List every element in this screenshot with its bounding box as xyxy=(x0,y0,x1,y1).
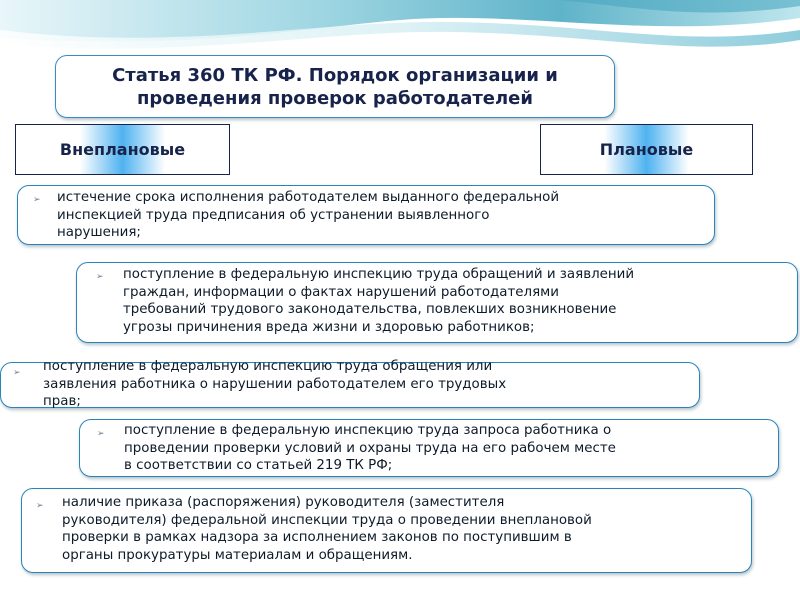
page-title: Статья 360 ТК РФ. Порядок организации и проведения проверок работодателей xyxy=(112,64,558,109)
list-item-text: поступление в федеральную инспекцию труда обращений и заявлений граждан, информации о фактах нарушений работодателями требований трудового законодательства, повлекших возникновение угрозы причинения вреда жизни и здоровью работников; xyxy=(123,267,635,335)
title-box xyxy=(55,55,615,118)
list-item-text: истечение срока исполнения работодателем выданного федеральной инспекцией труда предписания об устранении выявленного нарушения; xyxy=(57,190,560,240)
list-item xyxy=(0,359,700,409)
bullet-arrow-icon: ➢ xyxy=(96,272,104,282)
list-item xyxy=(17,185,715,245)
bullet-arrow-icon: ➢ xyxy=(13,368,21,378)
list-item xyxy=(79,419,779,477)
planned-label: Плановые xyxy=(599,140,694,159)
list-item-text: наличие приказа (распоряжения) руководителя (заместителя руководителя) федеральной инспекции труда о проведении внеплановой проверки в рамках надзора за исполнением законов по поступившим в органы прокуратуры материалам и обращениям. xyxy=(62,495,592,563)
bullet-arrow-icon: ➢ xyxy=(36,501,44,511)
unplanned-label: Внеплановые xyxy=(59,140,186,159)
list-item-text: поступление в федеральную инспекцию труда обращения или заявления работника о нарушении работодателем его трудовых прав; xyxy=(43,359,507,409)
unplanned-inspections-header xyxy=(15,124,230,175)
bullet-arrow-icon: ➢ xyxy=(33,195,41,205)
bullet-arrow-icon: ➢ xyxy=(97,429,105,439)
list-item xyxy=(21,488,752,573)
list-item-text: поступление в федеральную инспекцию труда запроса работника о проведении проверки условий и охраны труда на его рабочем месте в соответствии со статьей 219 ТК РФ; xyxy=(124,423,616,473)
list-item xyxy=(76,262,798,343)
header-wave-decoration xyxy=(0,0,800,60)
planned-inspections-header xyxy=(540,124,753,175)
